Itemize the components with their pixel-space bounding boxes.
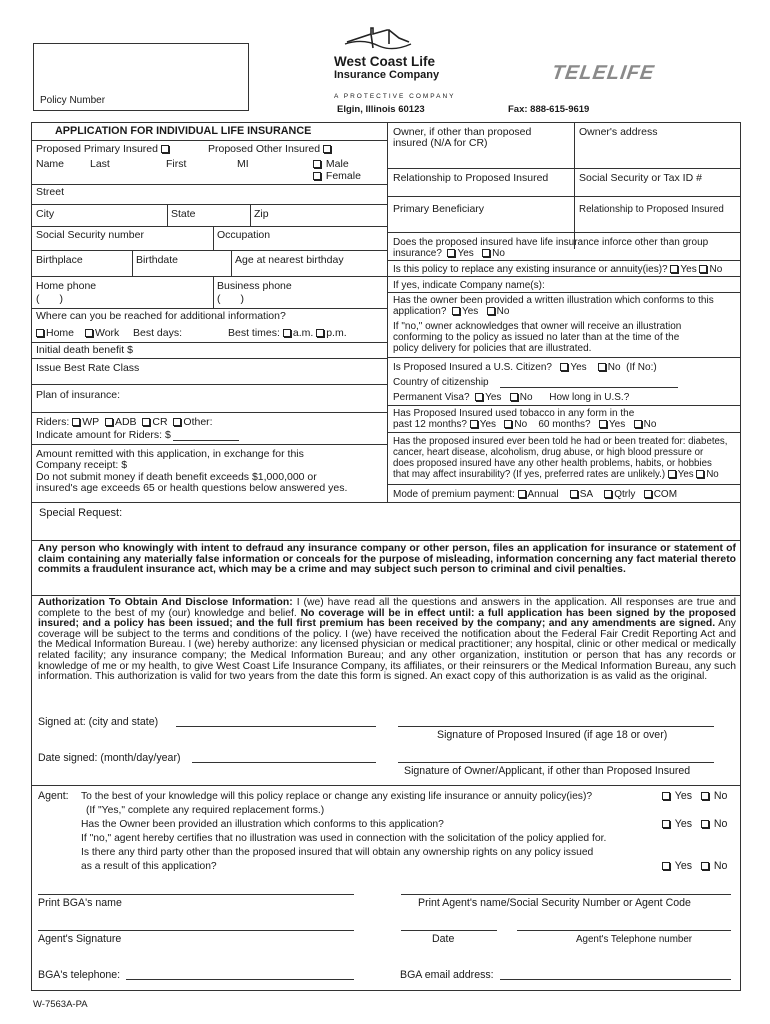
agent-question-2b: If "no," agent hereby certifies that no illustration was used in connection with the solicitation of the policy applied for. [81,833,607,844]
insured-signature-line[interactable] [398,726,714,727]
checkbox-icon[interactable] [701,792,709,800]
remit-line-3: Do not submit money if death benefit exceeds $1,000,000 or [36,471,317,483]
checkbox-icon[interactable] [696,470,704,478]
checkbox-icon[interactable] [599,420,607,428]
best-times-label[interactable]: Best times: a.m. p.m. [228,327,347,339]
fraud-warning: Any person who knowingly with intent to defraud any insurance company or other person, files an application for insurance or statement of claim containing any materially false information or conceals for the purpose of misleading, information concerning any fact material thereto commits a fraudulent insurance act, which may be a crime and may subject such person to criminal and civil penalties. [38,543,736,576]
name-label: Name [36,158,65,170]
best-rate-label: Issue Best Rate Class [36,362,140,374]
age-label: Age at nearest birthday [235,254,344,266]
agent-question-1b: (If "Yes," complete any required replacement forms.) [86,805,325,816]
agent-phone-label: Agent's Telephone number [576,934,693,945]
insured-signature-label: Signature of Proposed Insured (if age 18 or over) [437,729,668,741]
remit-line-2: Company receipt: $ [36,459,128,471]
special-request-box[interactable] [31,503,741,541]
inforce-answer[interactable]: insurance? Yes No [393,248,505,259]
form-title: APPLICATION FOR INDIVIDUAL LIFE INSURANCE [55,125,312,137]
illustration-question: Has the owner been provided a written illustration which conforms to this [393,295,714,306]
checkbox-icon[interactable] [510,393,518,401]
agent-question-3: Is there any third party other than the proposed insured that will obtain any ownership rights on any policy issued [81,847,594,858]
checkbox-icon[interactable] [604,490,612,498]
zip-label: Zip [254,208,269,220]
checkbox-icon[interactable] [452,307,460,315]
illustration-answer[interactable]: application? Yes No [393,306,510,317]
agent-date-label: Date [432,933,455,945]
illustration-note-2: conforming to the policy as issued no later than at the time of the [393,332,680,343]
ssn-tax-label: Social Security or Tax ID # [579,172,702,184]
female-option[interactable]: Female [313,171,361,182]
street-label: Street [36,186,65,198]
owner-signature-line[interactable] [398,762,714,763]
telelife-logo: TELELIFE [550,62,656,84]
male-option[interactable]: Male [313,159,349,170]
checkbox-icon[interactable] [447,249,455,257]
premium-mode[interactable]: Mode of premium payment: Annual SA Qtrly COM [393,489,678,500]
ssn-label: Social Security number [36,229,144,241]
illustration-note-3: policy delivery for policies that are illustrated. [393,343,592,354]
checkbox-icon[interactable] [570,490,578,498]
checkbox-icon[interactable] [173,418,181,426]
agent-question-3b: as a result of this application? [81,861,217,872]
company-names-label: If yes, indicate Company name(s): [393,280,545,291]
health-question-4[interactable]: that may affect insurability? (If yes, preferred rates are unlikely.) Yes No [393,469,719,480]
agent-signature-label: Agent's Signature [38,933,122,945]
bga-name-line[interactable] [38,894,354,895]
health-question-3: does proposed insured have any other health problems, habits, or hobbies [393,458,712,469]
checkbox-icon[interactable] [142,418,150,426]
checkbox-icon[interactable] [701,820,709,828]
authorization-text: Authorization To Obtain And Disclose Information: I (we) have read all the questions and answers in the application. All responses are true and complete to the best of my (our) knowledge and belief. No coverage will be in effect until: a full application has been signed by the proposed insured; and a policy has been issued; and the full first premium has been received by the company; and any amendments are signed. Any coverage will be subject to the terms and conditions of the policy. I (we) have received the notification about the Federal Fair Credit Reporting Act and the Medical Information Bureau. I (we) hereby authorize: any licensed physician or medical practitioner; any hospital, clinic or other medical or medically related facility; any insurance company; the Medical Information Bureau; and any other organization, institution or person that has any records or knowledge of me or my health, to give West Coast Life Insurance Company, its affiliates, or their reinsurers or the Medical Information Bureau, any such information. This authorization is valid for two years from the date this form is signed. An exact copy of this authorization is as valid as the original. [38,597,737,683]
remit-line-4: insured's age exceeds 65 or health questions below answered yes. [36,482,348,494]
print-agent-label: Print Agent's name/Social Security Number or Agent Code [418,897,691,909]
health-question-2: cancer, heart disease, alcoholism, drug abuse, or high blood pressure or [393,447,704,458]
first-label: First [166,158,187,170]
riders-row[interactable]: Riders: WP ADB CR Other: [36,416,213,428]
checkbox-icon[interactable] [85,329,93,337]
bga-email-label: BGA email address: [400,969,494,981]
checkbox-icon[interactable] [323,145,331,153]
reach-home-option[interactable]: Home [36,328,74,339]
agent-label: Agent: [38,790,69,802]
agent-box [31,786,741,991]
checkbox-icon[interactable] [662,820,670,828]
bga-email-line[interactable] [500,979,731,980]
date-signed-label: Date signed: (month/day/year) [38,752,181,764]
plan-label: Plan of insurance: [36,389,121,401]
business-phone-paren: ( ) [217,293,244,305]
checkbox-icon[interactable] [699,265,707,273]
birthdate-label: Birthdate [136,254,179,266]
rider-amount-label: Indicate amount for Riders: $ [36,429,171,441]
signed-at-line[interactable] [176,726,376,727]
owner-label: Owner, if other than proposed [393,126,532,138]
home-phone-paren: ( ) [36,293,63,305]
checkbox-icon[interactable] [72,418,80,426]
checkbox-icon[interactable] [560,363,568,371]
checkbox-icon[interactable] [36,329,44,337]
checkbox-icon[interactable] [475,393,483,401]
agent-signature-line[interactable] [38,930,354,931]
beneficiary-label: Primary Beneficiary [393,203,485,215]
bga-phone-label: BGA's telephone: [38,969,121,981]
birthplace-label: Birthplace [36,254,83,266]
home-phone-label: Home phone [36,280,97,292]
owner-address-label: Owner's address [579,126,658,138]
bga-phone-line[interactable] [126,979,354,980]
owner-signature-label: Signature of Owner/Applicant, if other than Proposed Insured [404,765,691,777]
checkbox-icon[interactable] [283,329,291,337]
proposed-primary-label[interactable]: Proposed Primary Insured [36,144,171,155]
reach-question: Where can you be reached for additional information? [36,310,286,322]
checkbox-icon[interactable] [644,490,652,498]
state-label: State [171,208,196,220]
remit-line-1: Amount remitted with this application, in exchange for this [36,448,304,460]
checkbox-icon[interactable] [470,420,478,428]
city-label: City [36,208,55,220]
checkbox-icon[interactable] [487,307,495,315]
illustration-note-1: If "no," owner acknowledges that owner will receive an illustration [393,321,682,332]
company-name-2: Insurance Company [334,69,440,81]
health-question-1: Has the proposed insured ever been told he had or been treated for: diabetes, [393,436,728,447]
country-label: Country of citizenship [393,377,489,388]
fax-number: Fax: 888-615-9619 [508,104,590,115]
citizen-question[interactable]: Is Proposed Insured a U.S. Citizen? Yes No (If No:) [393,362,657,373]
visa-question[interactable]: Permanent Visa? Yes No How long in U.S.? [393,392,630,403]
checkbox-icon[interactable] [518,490,526,498]
checkbox-icon[interactable] [670,265,678,273]
tobacco-answer[interactable]: past 12 months? Yes No 60 months? Yes No [393,419,657,430]
agent-date-line[interactable] [401,930,497,931]
agent-name-line[interactable] [401,894,731,895]
checkbox-icon[interactable] [313,172,321,180]
checkbox-icon[interactable] [504,420,512,428]
best-days-label: Best days: [133,327,183,339]
checkbox-icon[interactable] [598,363,606,371]
relationship-label-2: Relationship to Proposed Insured [579,204,724,215]
reach-work-option[interactable]: Work [85,328,119,339]
inforce-question: Does the proposed insured have life insurance inforce other than group [393,237,709,248]
agent-q1-yes[interactable]: Yes No [662,791,727,802]
checkbox-icon[interactable] [701,862,709,870]
checkbox-icon[interactable] [105,418,113,426]
agent-question-2: Has the Owner been provided an illustration which conforms to this application? [81,819,444,830]
business-phone-label: Business phone [217,280,292,292]
print-bga-label: Print BGA's name [38,897,122,909]
company-tagline: A PROTECTIVE COMPANY [334,93,456,100]
special-request-label: Special Request: [39,507,123,519]
relationship-label: Relationship to Proposed Insured [393,172,549,184]
checkbox-icon[interactable] [313,160,321,168]
mi-label: MI [237,158,249,170]
checkbox-icon[interactable] [161,145,169,153]
checkbox-icon[interactable] [668,470,676,478]
form-number: W-7563A-PA [33,999,88,1010]
date-signed-line[interactable] [192,762,376,763]
signed-at-label: Signed at: (city and state) [38,716,159,728]
agent-q3-yes[interactable]: Yes No [662,861,727,872]
checkbox-icon[interactable] [662,862,670,870]
death-benefit-label: Initial death benefit $ [36,344,133,356]
checkbox-icon[interactable] [316,329,324,337]
policy-number-label: Policy Number [40,95,106,106]
agent-phone-line[interactable] [517,930,731,931]
company-name: West Coast Life [334,54,436,69]
last-label: Last [90,158,110,170]
checkbox-icon[interactable] [482,249,490,257]
proposed-other-label[interactable]: Proposed Other Insured [208,144,333,155]
checkbox-icon[interactable] [662,792,670,800]
checkbox-icon[interactable] [634,420,642,428]
replace-question[interactable]: Is this policy to replace any existing insurance or annuity(ies)? Yes No [393,264,723,275]
company-address: Elgin, Illinois 60123 [337,104,425,115]
company-logo-icon [343,24,413,56]
tobacco-question: Has Proposed Insured used tobacco in any form in the [393,408,635,419]
occupation-label: Occupation [217,229,271,241]
agent-q2-yes[interactable]: Yes No [662,819,727,830]
agent-question-1: To the best of your knowledge will this policy replace or change any existing life insurance or annuity policy(ies)? [81,791,593,802]
owner-label-2: insured (N/A for CR) [393,137,488,149]
